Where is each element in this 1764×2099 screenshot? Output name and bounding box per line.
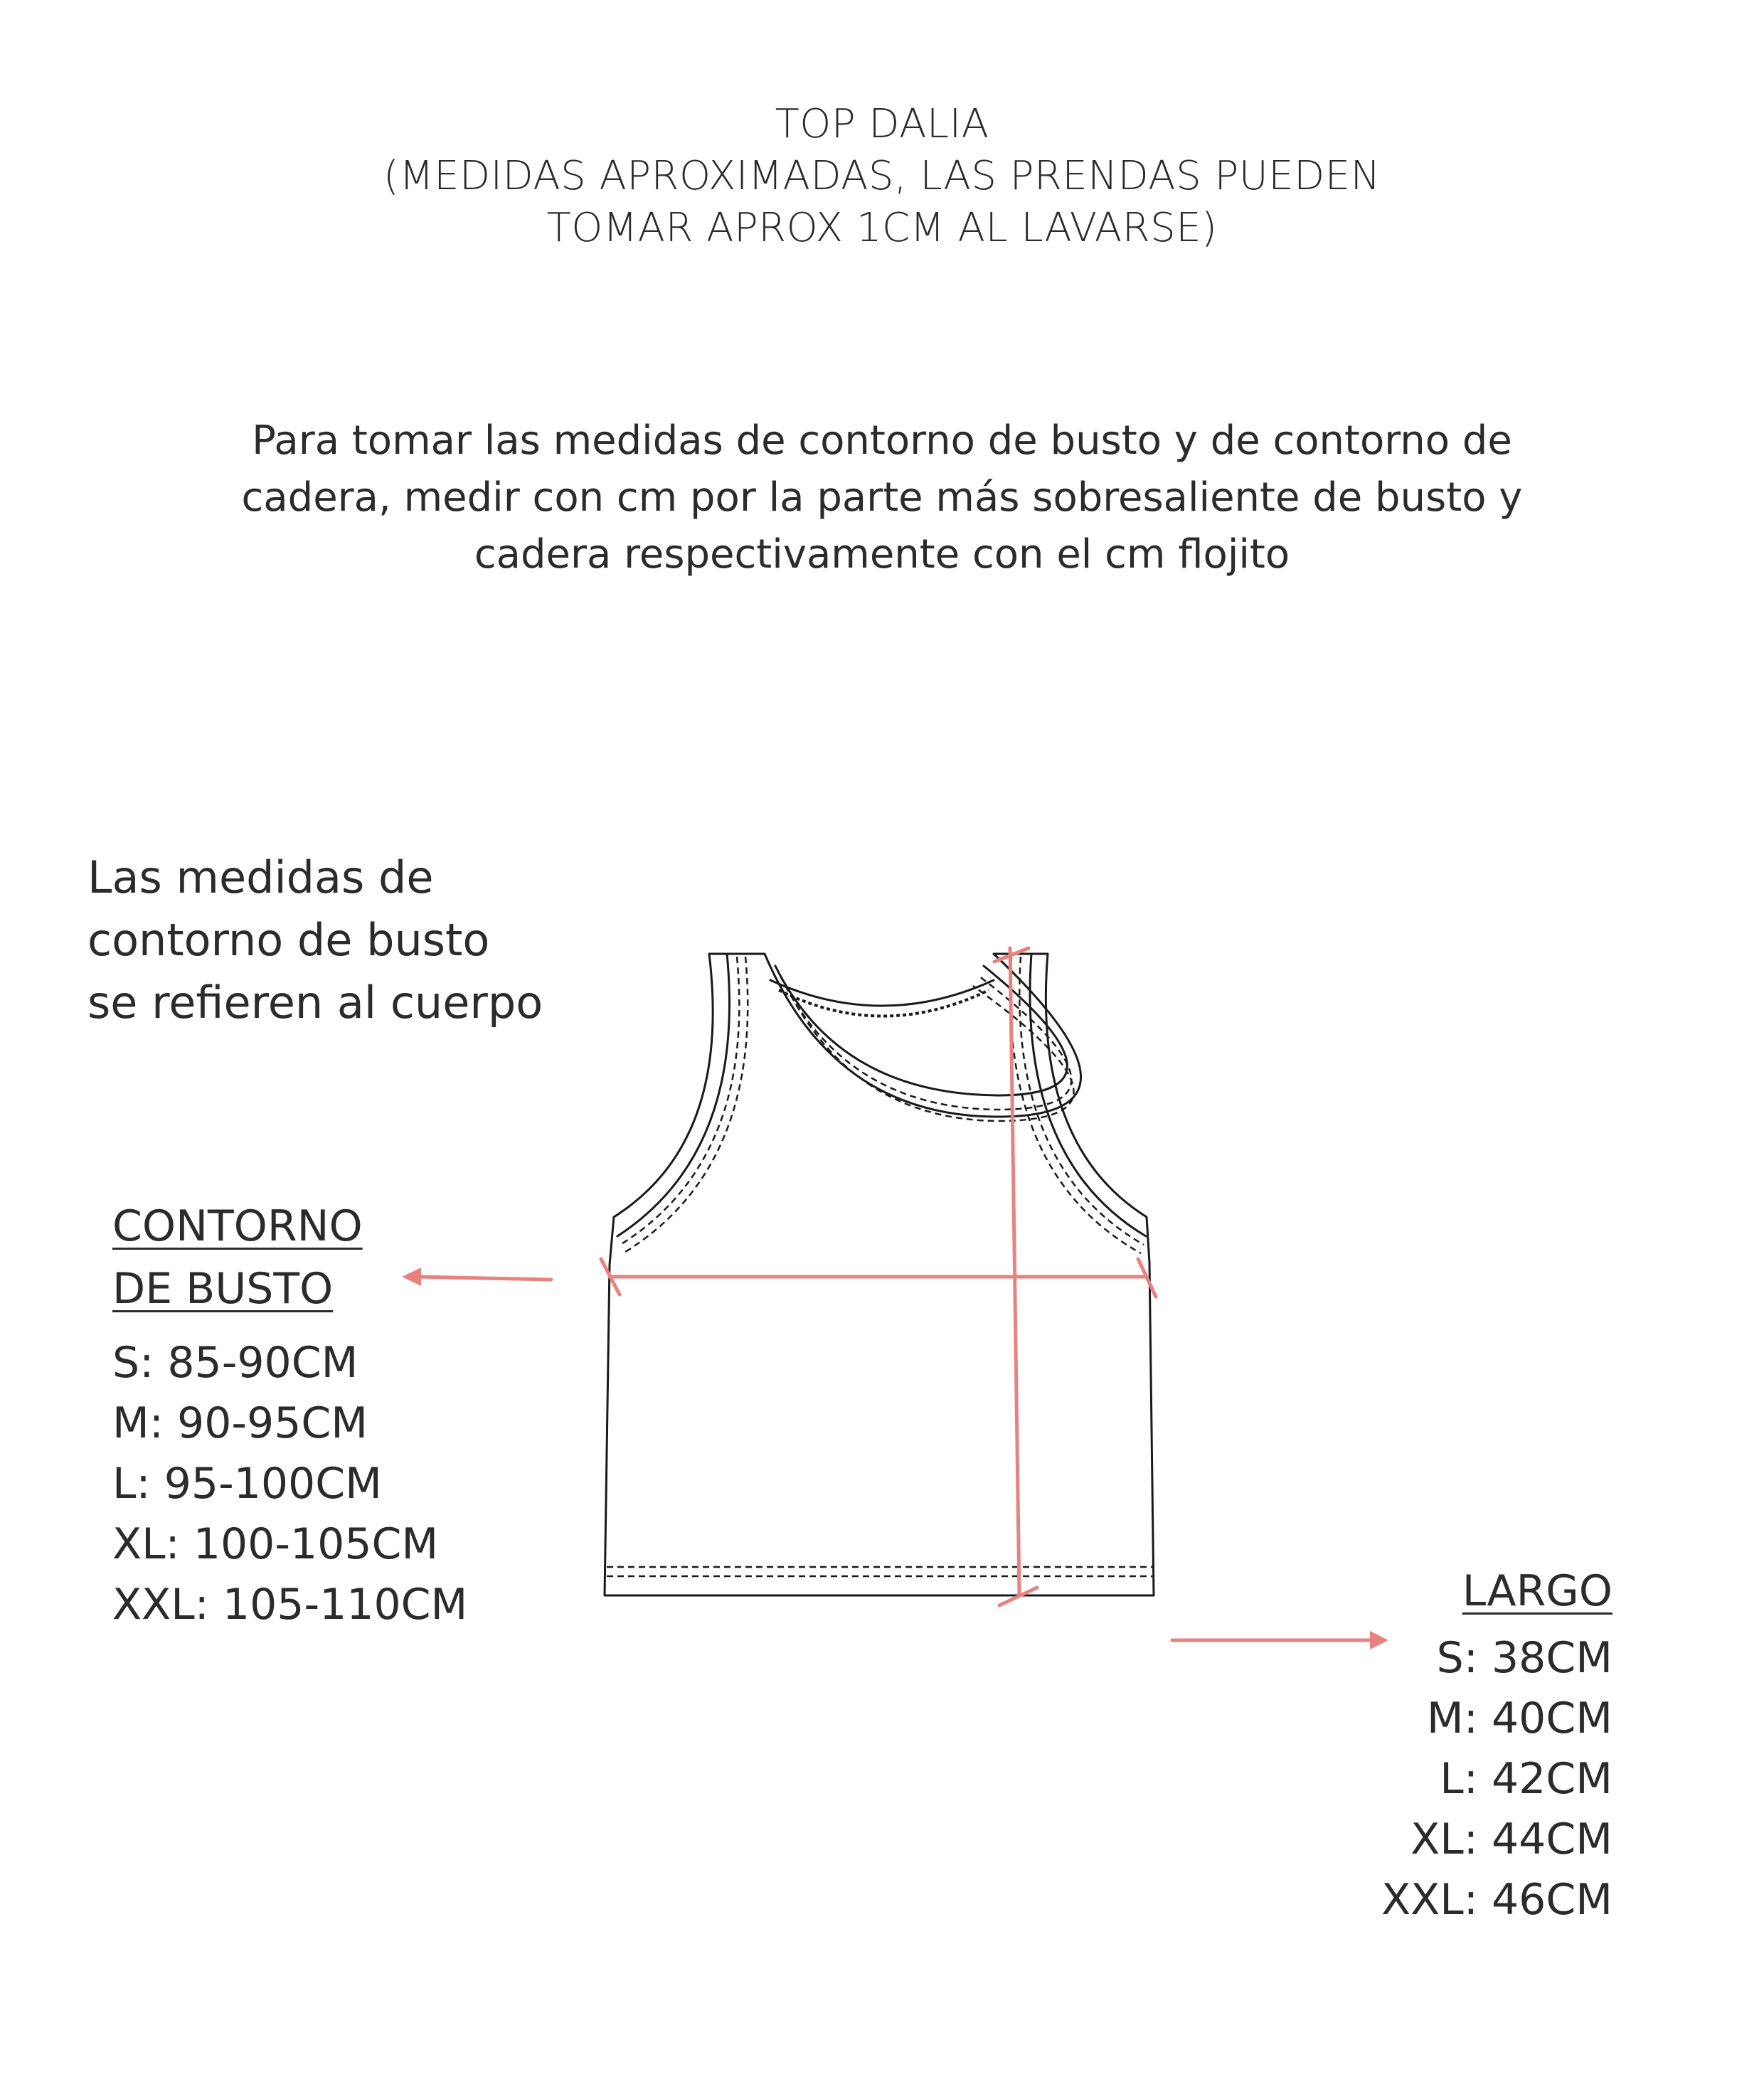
garment-outline [605, 954, 1154, 1595]
bust-size-m: M: 90-95CM [112, 1398, 368, 1448]
length-size-xl: XL: 44CM [1410, 1814, 1612, 1864]
title-line-1: TOP DALIA [775, 101, 989, 147]
note-line-2: contorno de busto [87, 914, 490, 966]
length-size-xxl: XXL: 46CM [1381, 1875, 1612, 1925]
measurement-guides [418, 948, 1373, 1640]
note-line-3: se refieren al cuerpo [87, 977, 543, 1029]
length-heading: LARGO [1462, 1566, 1612, 1616]
instructions-line-2: cadera, medir con cm por la parte más sobresaliente de busto y [241, 474, 1523, 521]
bust-size-xxl: XXL: 105-110CM [112, 1580, 468, 1630]
instructions-line-3: cadera respectivamente con el cm flojito [474, 531, 1290, 578]
title-line-3: TOMAR APROX 1CM AL LAVARSE) [546, 205, 1218, 251]
bust-heading-line-1: CONTORNO [112, 1201, 363, 1251]
bust-arrowhead-icon [402, 1268, 421, 1286]
bust-size-xl: XL: 100-105CM [112, 1519, 439, 1569]
bust-size-s: S: 85-90CM [112, 1338, 358, 1388]
bust-arrow-line [418, 1277, 551, 1280]
length-size-l: L: 42CM [1440, 1754, 1612, 1804]
garment-stitching [607, 957, 1152, 1576]
instructions-line-1: Para tomar las medidas de contorno de busto y de contorno de [252, 418, 1512, 464]
bust-heading-line-2: DE BUSTO [112, 1264, 334, 1314]
length-size-s: S: 38CM [1436, 1633, 1612, 1683]
note-line-1: Las medidas de [87, 851, 434, 903]
length-arrowhead-icon [1370, 1631, 1388, 1649]
length-size-m: M: 40CM [1426, 1694, 1612, 1743]
length-measure-line [1010, 948, 1019, 1595]
title-line-2: (MEDIDAS APROXIMADAS, LAS PRENDAS PUEDEN [383, 153, 1381, 199]
bust-size-l: L: 95-100CM [112, 1459, 382, 1509]
arrowheads [402, 1268, 1388, 1649]
